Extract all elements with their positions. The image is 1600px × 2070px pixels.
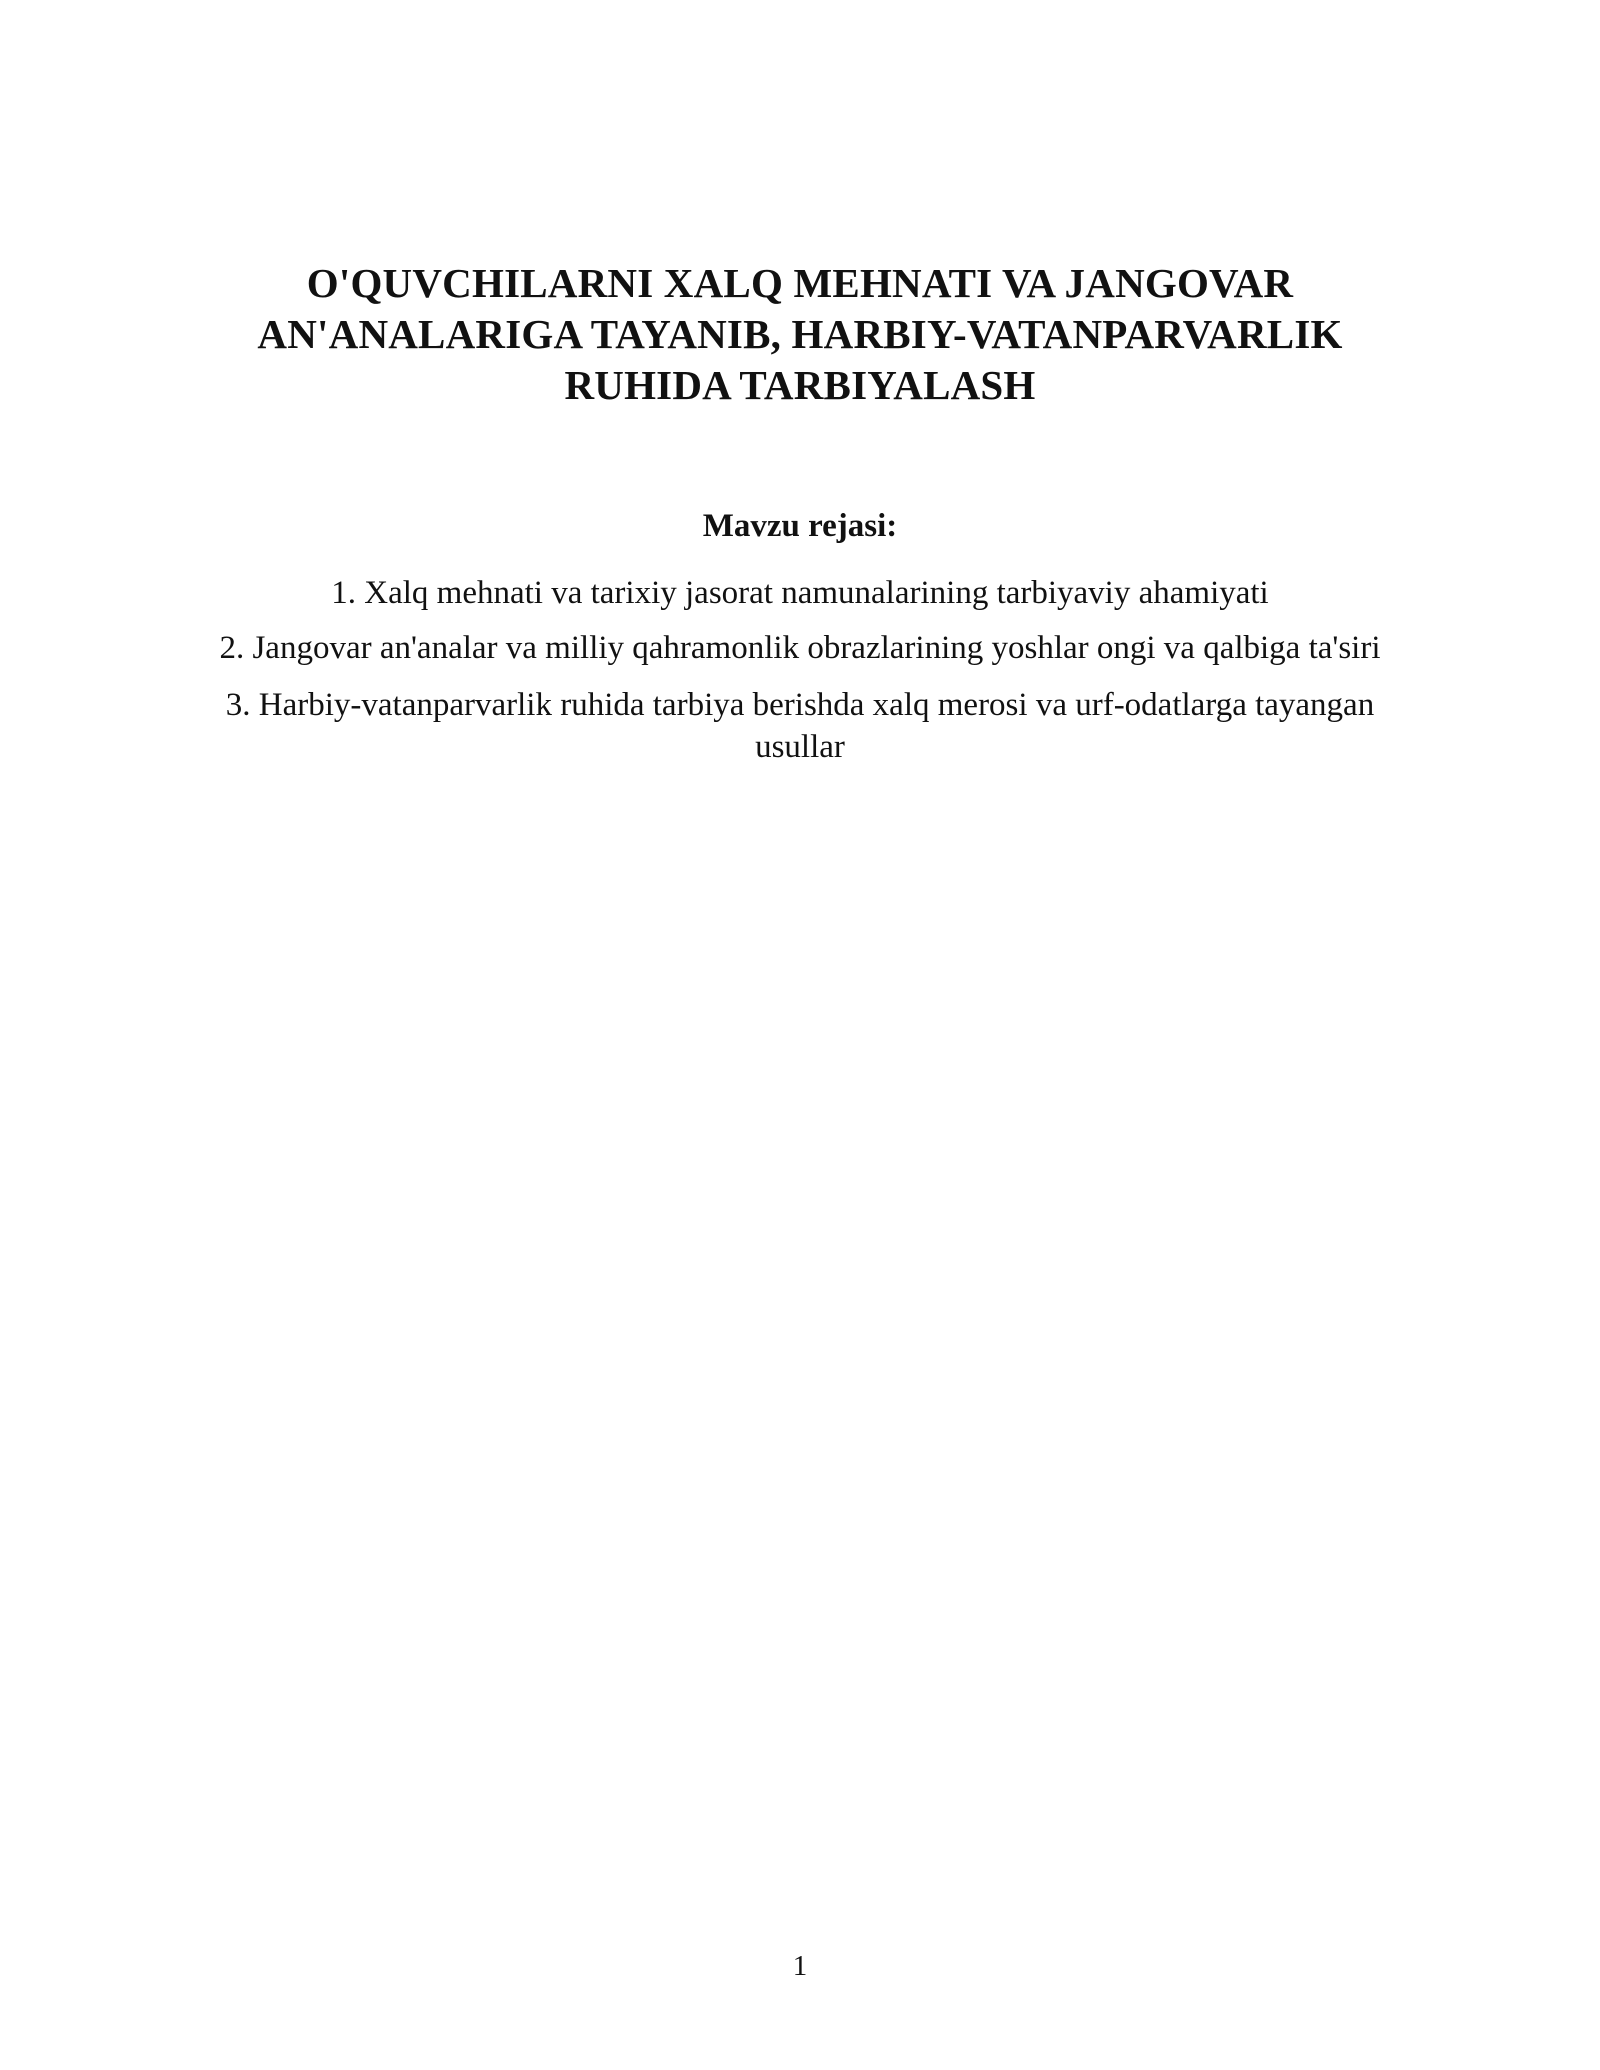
document-title [180,258,1420,411]
page-number: 1 [792,1950,808,1982]
plan-item-1: 1. Xalq mehnati va tarixiy jasorat namunalarining tarbiyaviy ahamiyati [331,575,1269,611]
plan-list [190,572,1410,782]
title-line-2: AN'ANALARIGA TAYANIB, HARBIY-VATANPARVARLIK [257,311,1343,357]
title-line-3: RUHIDA TARBIYALASH [564,362,1036,408]
plan-item-3: 3. Harbiy-vatanparvarlik ruhida tarbiya berishda xalq merosi va urf-odatlarga tayangan usullar [225,687,1375,765]
plan-heading: Mavzu rejasi: [702,508,898,544]
plan-item-2: 2. Jangovar an'analar va milliy qahramonlik obrazlarining yoshlar ongi va qalbiga ta'siri [219,630,1381,666]
title-line-1: O'QUVCHILARNI XALQ MEHNATI VA JANGOVAR [306,260,1294,306]
